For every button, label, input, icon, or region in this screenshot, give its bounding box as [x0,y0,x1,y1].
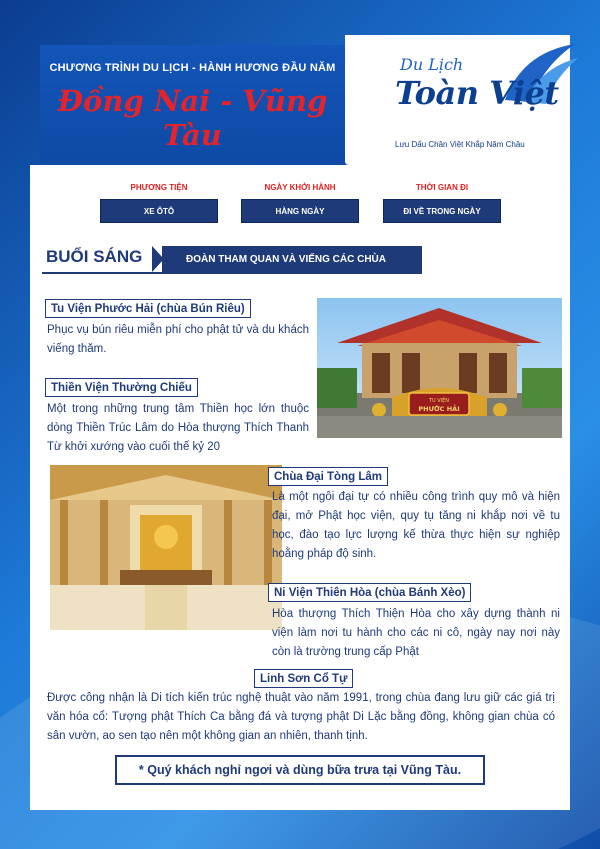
logo-slogan: Lưu Dấu Chân Việt Khắp Năm Châu [395,140,525,149]
temple-exterior-illustration [317,298,562,438]
session-underline [42,272,422,274]
place-text-dai-tong-lam: Là một ngôi đại tự có nhiều công trình quy mô và hiện đại, mở Phật học viện, quy tụ tăng ni khắp nơi về tu học, đào tạo lực lượng kế thừa thực hiện sự nghiệp hoằng pháp độ sinh. [272,491,560,560]
session-tag: BUỔI SÁNG [46,247,143,266]
session-title: ĐOÀN THAM QUAN VÀ VIẾNG CÁC CHÙA [162,246,422,272]
place-title-linh-son: Linh Sơn Cổ Tự [254,669,353,688]
content-panel [30,165,570,810]
place-title-dai-tong-lam: Chùa Đại Tòng Lâm [268,467,388,486]
header [0,0,600,165]
info-value-transport: XE ÔTÔ [100,199,218,223]
logo-main-text: Toàn Việt [395,74,559,112]
photo-temple-interior [50,465,282,630]
info-label-departure: NGÀY KHỞI HÀNH [264,183,336,192]
place-text-thien-hoa: Hòa thượng Thích Thiện Hòa cho xây dựng thành ni viện làm nơi tu hành cho các ni cô, ngày nay nơi này còn là trường trung cấp Phật [272,608,560,658]
temple-sign-main: PHƯỚC HẢI [418,405,460,413]
info-value-departure: HÀNG NGÀY [241,199,359,223]
place-title-thuong-chieu: Thiền Viện Thường Chiếu [45,378,198,397]
footer-band [0,810,600,849]
place-text-thuong-chieu: Một trong những trung tâm Thiền học lớn thuộc dòng Thiền Trúc Lâm do Hòa thượng Thích Thanh Từ khởi xướng vào cuối thế kỷ 20 [47,403,309,453]
lunch-note: * Quý khách nghỉ ngơi và dùng bữa trưa tại Vũng Tàu. [115,755,485,785]
destination-title: Đồng Nai - Vũng Tàu [57,84,328,152]
program-title: CHƯƠNG TRÌNH DU LỊCH - HÀNH HƯƠNG ĐẦU NĂM [49,62,336,74]
info-value-duration: ĐI VỀ TRONG NGÀY [383,199,501,223]
photo-phuoc-hai-temple [317,298,562,438]
place-text-linh-son: Được công nhận là Di tích kiến trúc nghệ thuật vào năm 1991, trong chùa đang lưu giữ các giá trị văn hóa cổ: Tượng phật Thích Ca bằng đá và tượng phật Di Lặc bằng đồng, không gian chùa có sân vườn, ao sen tạo nên một không gian an nhiên, thanh tịnh. [47,692,555,742]
temple-interior-illustration [50,465,282,630]
place-title-thien-hoa: Ni Viện Thiên Hòa (chùa Bánh Xèo) [268,583,471,602]
place-text-phuoc-hai: Phục vụ bún riêu miễn phí cho phật tử và du khách viếng thăm. [47,324,309,355]
info-label-duration: THỜI GIAN ĐI [415,183,469,192]
logo-small-text: Du Lịch [400,55,464,74]
place-title-phuoc-hai: Tu Viện Phước Hải (chùa Bún Riêu) [45,299,251,318]
temple-sign-top: TU VIỆN [428,398,450,404]
info-label-transport: PHƯƠNG TIỆN [130,183,188,192]
